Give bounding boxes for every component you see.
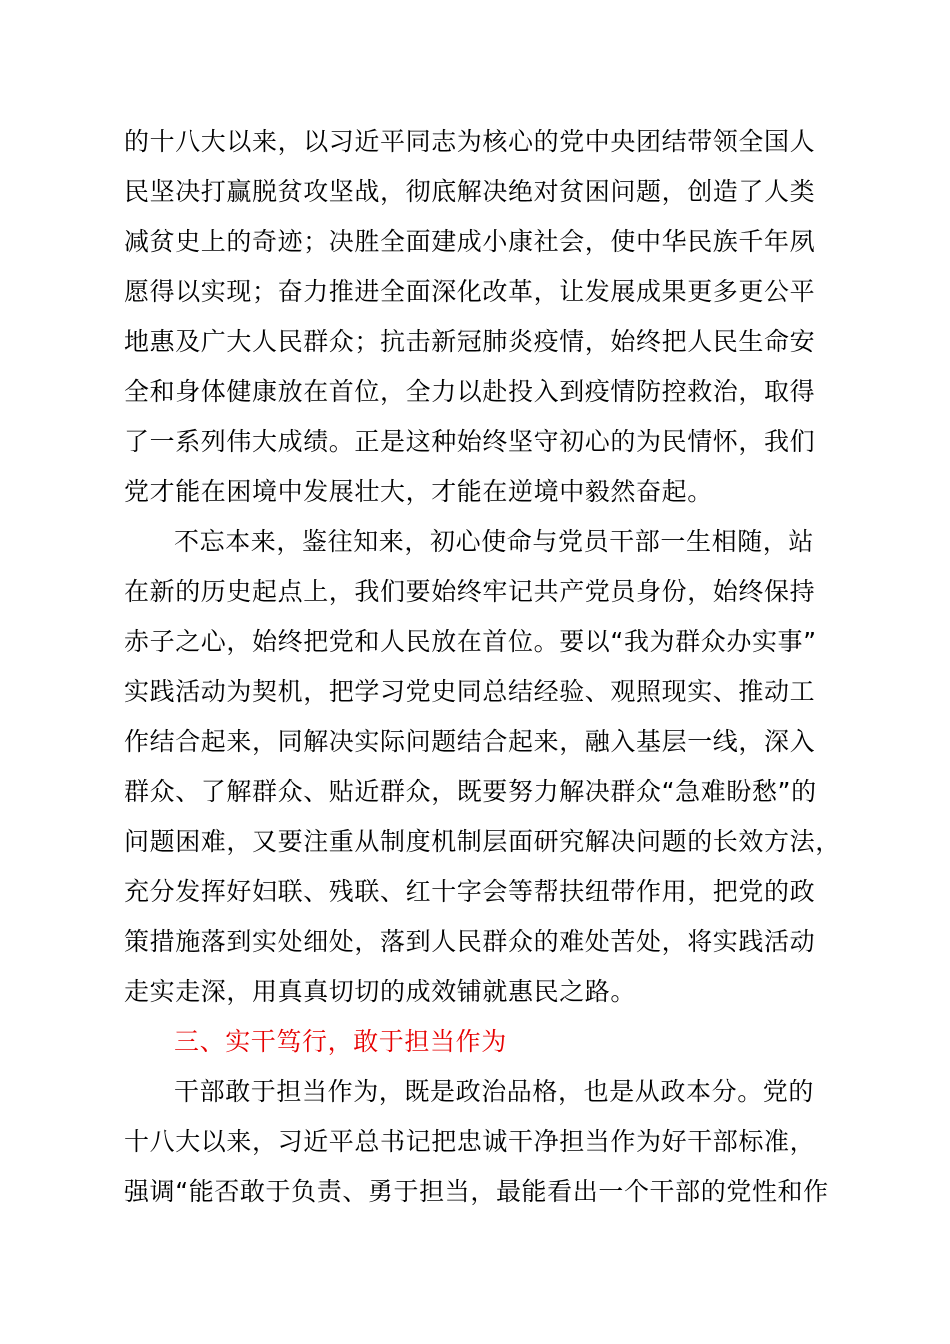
paragraph-line: 实践活动为契机，把学习党史同总结经验、观照现实、推动工 <box>124 677 816 706</box>
section-heading: 三、实干笃行，敢于担当作为 <box>174 1027 507 1056</box>
paragraph-line: 了一系列伟大成绩。正是这种始终坚守初心的为民情怀，我们 <box>124 427 816 456</box>
paragraph-line: 问题困难，又要注重从制度机制层面研究解决问题的长效方法， <box>124 827 841 856</box>
paragraph-line: 在新的历史起点上，我们要始终牢记共产党员身份，始终保持 <box>124 577 816 606</box>
paragraph-line: 减贫史上的奇迹；决胜全面建成小康社会，使中华民族千年夙 <box>124 227 816 256</box>
paragraph-line: 不忘本来，鉴往知来，初心使命与党员干部一生相随，站 <box>174 527 815 556</box>
paragraph-line: 赤子之心，始终把党和人民放在首位。要以“我为群众办实事” <box>124 627 817 656</box>
paragraph-line: 干部敢于担当作为，既是政治品格，也是从政本分。党的 <box>174 1077 815 1106</box>
paragraph-line: 地惠及广大人民群众；抗击新冠肺炎疫情，始终把人民生命安 <box>124 327 816 356</box>
paragraph-line: 群众、了解群众、贴近群众，既要努力解决群众“急难盼愁”的 <box>124 777 817 806</box>
paragraph-line: 十八大以来，习近平总书记把忠诚干净担当作为好干部标准， <box>124 1127 816 1156</box>
paragraph-line: 全和身体健康放在首位，全力以赴投入到疫情防控救治，取得 <box>124 377 816 406</box>
paragraph-line: 走实走深，用真真切切的成效铺就惠民之路。 <box>124 977 637 1006</box>
paragraph-line: 充分发挥好妇联、残联、红十字会等帮扶纽带作用，把党的政 <box>124 877 816 906</box>
paragraph-line: 民坚决打赢脱贫攻坚战，彻底解决绝对贫困问题，创造了人类 <box>124 177 816 206</box>
paragraph-line: 愿得以实现；奋力推进全面深化改革，让发展成果更多更公平 <box>124 277 816 306</box>
paragraph-line: 强调“能否敢于负责、勇于担当，最能看出一个干部的党性和作 <box>124 1177 829 1206</box>
paragraph-line: 策措施落到实处细处，落到人民群众的难处苦处，将实践活动 <box>124 927 816 956</box>
paragraph-line: 的十八大以来，以习近平同志为核心的党中央团结带领全国人 <box>124 127 816 156</box>
paragraph-line: 作结合起来，同解决实际问题结合起来，融入基层一线，深入 <box>124 727 816 756</box>
paragraph-line: 党才能在困境中发展壮大，才能在逆境中毅然奋起。 <box>124 477 713 506</box>
